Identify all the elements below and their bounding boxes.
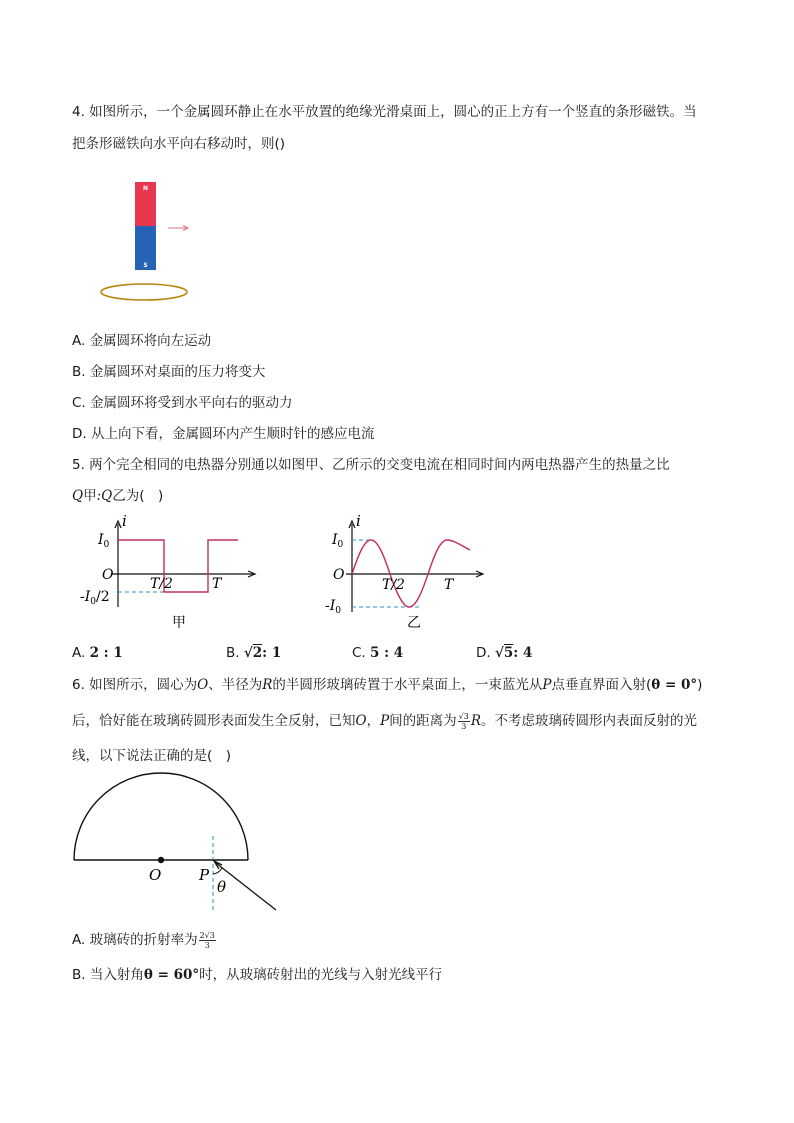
metal-ring bbox=[101, 284, 187, 300]
yi-half-period-label: T/2 bbox=[382, 577, 405, 593]
q5-option-c: C. 5 : 4 bbox=[352, 645, 404, 661]
jia-caption: 甲 bbox=[172, 615, 186, 631]
yi-caption: 乙 bbox=[407, 615, 421, 631]
q4-option-d: D. 从上向下看，金属圆环内产生顺时针的感应电流 bbox=[72, 426, 375, 442]
fraction-sqrt3-over-3: $\frac{√3}{3}$ bbox=[458, 711, 469, 731]
q4-option-b: B. 金属圆环对桌面的压力将变大 bbox=[72, 364, 266, 380]
q5-stem-suffix: 为( ) bbox=[125, 488, 164, 504]
q6-option-b: B. 当入射角θ = 60°时，从玻璃砖射出的光线与入射光线平行 bbox=[72, 967, 443, 983]
yi-origin-label: O bbox=[333, 567, 345, 583]
q5-option-a: A. 2 : 1 bbox=[72, 645, 123, 661]
q5-stem-line-2 bbox=[72, 486, 163, 506]
theta-label: θ bbox=[217, 878, 227, 896]
center-point bbox=[158, 857, 164, 863]
q5-stem-line-1: 5. 两个完全相同的电热器分别通以如图甲、乙所示的交变电流在相同时间内两电热器产生的热量之比 bbox=[72, 457, 670, 473]
yi-subscript: 乙 bbox=[112, 488, 126, 504]
yi-neg-i0-label: $-I_0$ bbox=[325, 598, 341, 616]
jia-neg-half-label: $-I_0/2$ bbox=[80, 589, 110, 607]
q4-option-a: A. 金属圆环将向左运动 bbox=[72, 333, 212, 349]
magnet-ring-diagram bbox=[96, 178, 206, 306]
q4-option-c: C. 金属圆环将受到水平向右的驱动力 bbox=[72, 395, 293, 411]
graph-yi bbox=[322, 512, 502, 637]
semicircle-glass-diagram bbox=[66, 770, 286, 920]
q6-stem-line-2: 后，恰好能在玻璃砖圆形表面发生全反射，已知O，P间的距离为 $\frac{√3}{3}$ R。不考虑玻璃砖圆形内表面反射的光 bbox=[72, 711, 698, 731]
q4-stem-line-2: 把条形磁铁向水平向右移动时，则() bbox=[72, 136, 286, 152]
jia-i0-label: $I_0$ bbox=[98, 532, 110, 550]
q6-stem-line-3: 线，以下说法正确的是( ) bbox=[72, 748, 232, 764]
sqrt-symbol: √5 bbox=[494, 645, 514, 661]
semicircle-arc bbox=[74, 773, 248, 860]
graph-jia bbox=[72, 512, 272, 637]
q5-option-b: B. √2: 1 bbox=[226, 645, 282, 661]
magnet-south-label: S bbox=[143, 262, 148, 269]
jia-subscript: 甲 bbox=[83, 488, 97, 504]
q6-stem-line-1: 6. 如图所示，圆心为O、半径为R的半圆形玻璃砖置于水平桌面上，一束蓝光从P点垂直界面入射(θ = 0°) bbox=[72, 677, 703, 693]
q6-option-a: A. 玻璃砖的折射率为 $\frac{2√3}{3}$ bbox=[72, 930, 215, 950]
yi-i0-label: $I_0$ bbox=[332, 532, 344, 550]
magnet-north-label: N bbox=[142, 185, 149, 192]
q5-option-d: D. √5: 4 bbox=[476, 645, 533, 661]
q-symbol-yi: Q bbox=[101, 488, 113, 504]
q-symbol-jia: Q bbox=[72, 488, 84, 504]
theta-arc bbox=[213, 868, 222, 874]
yi-y-label: i bbox=[356, 512, 361, 530]
jia-origin-label: O bbox=[102, 567, 114, 583]
jia-period-label: T bbox=[212, 576, 222, 592]
jia-half-period-label: T/2 bbox=[150, 576, 173, 592]
sqrt-symbol: √2 bbox=[243, 645, 263, 661]
center-label: O bbox=[149, 866, 162, 884]
ratio-colon: : bbox=[96, 488, 102, 504]
q4-stem-line-1: 4. 如图所示，一个金属圆环静止在水平放置的绝缘光滑桌面上，圆心的正上方有一个竖直的条形磁铁。当 bbox=[72, 104, 697, 120]
jia-y-label: i bbox=[122, 512, 127, 530]
fraction-2sqrt3-over-3: $\frac{2√3}{3}$ bbox=[199, 930, 215, 950]
point-p-label: P bbox=[199, 866, 210, 884]
yi-period-label: T bbox=[444, 577, 454, 593]
